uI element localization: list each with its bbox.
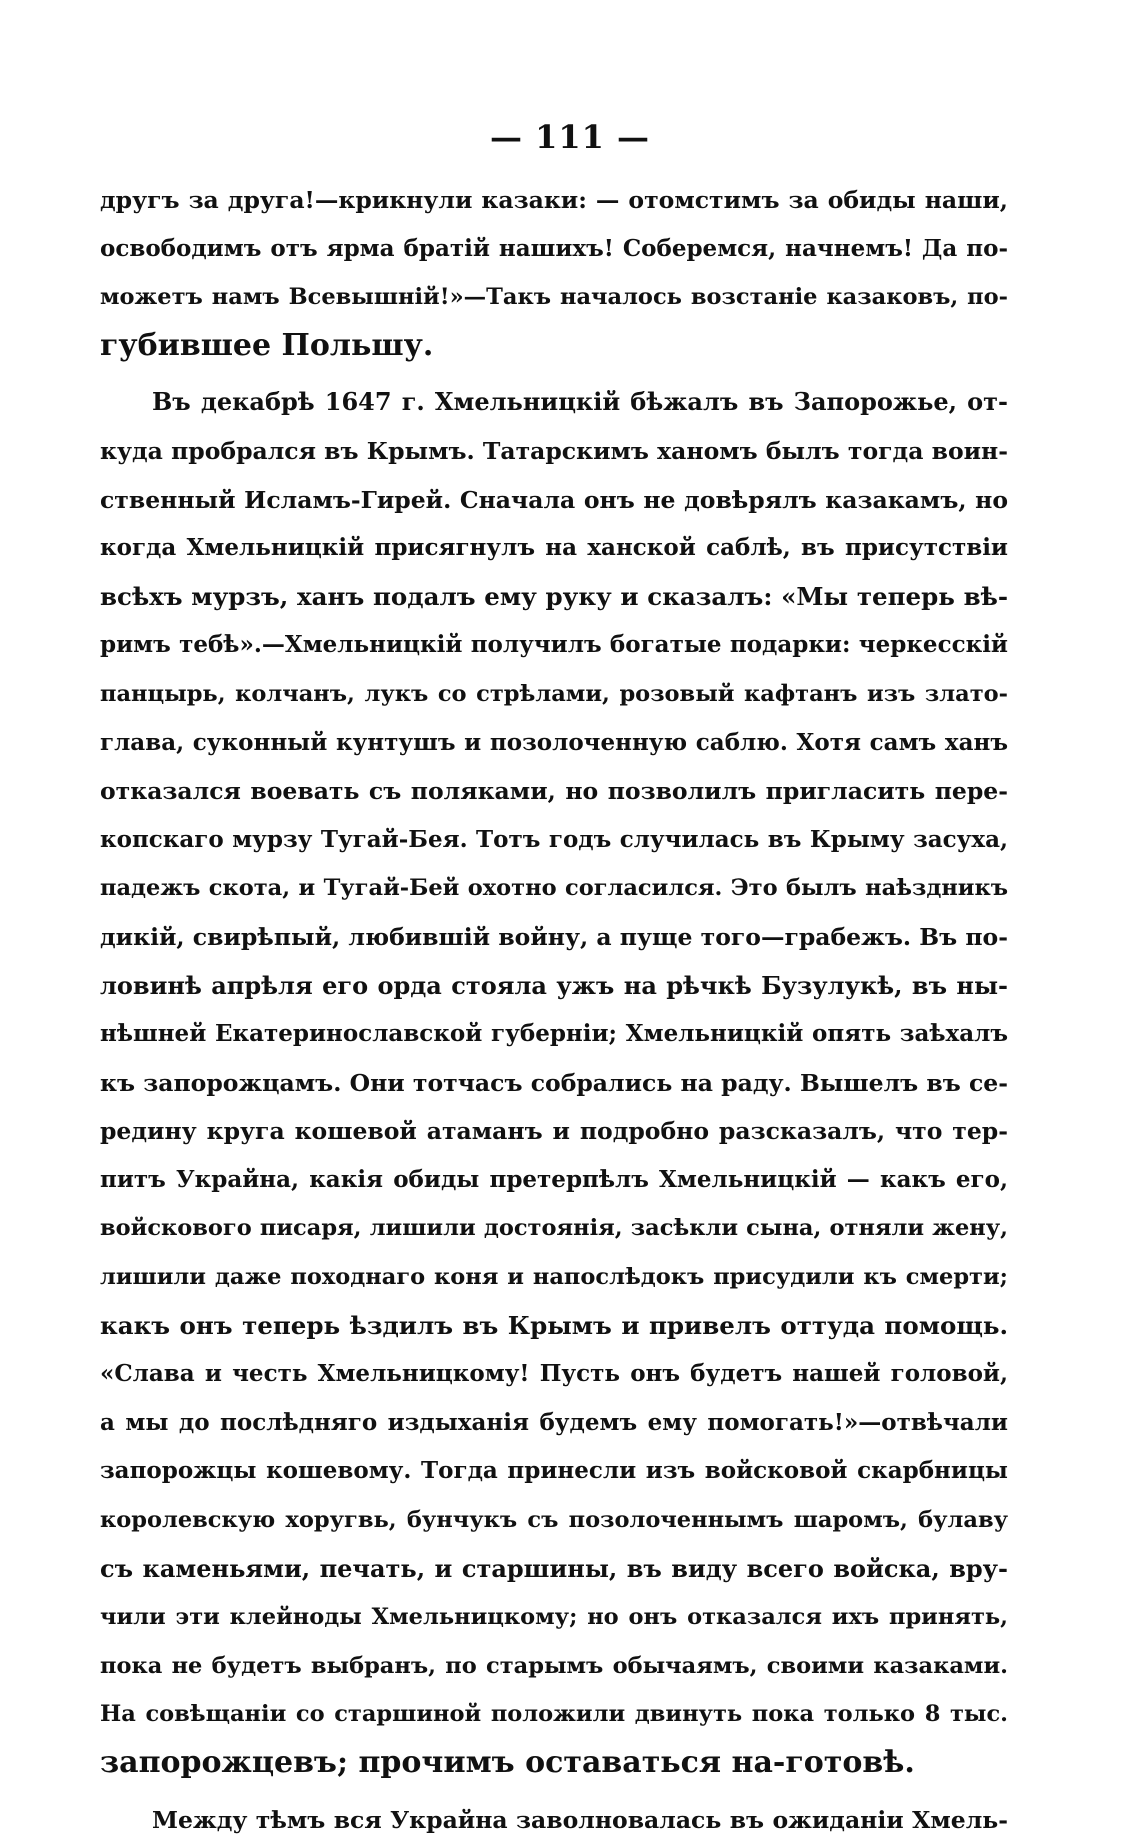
paragraph-3 <box>100 1796 1008 1844</box>
text-line: когда Хмельницкій присягнулъ на ханской саблѣ, въ присутствіи <box>100 534 1008 562</box>
text-line: падежъ скота, и Тугай-Бей охотно согласился. Это былъ наѣздникъ <box>100 875 1008 902</box>
text-line: запорожцевъ; прочимъ оставаться на-готовѣ. <box>100 1745 915 1780</box>
text-line: губившее Польшу. <box>100 327 434 363</box>
text-line: можетъ намъ Всевышній!»—Такъ началось возстаніе казаковъ, по- <box>100 284 1008 311</box>
text-line: лишили даже походнаго коня и напослѣдокъ присудили къ смерти; <box>100 1264 1008 1291</box>
body-text <box>100 176 1008 1844</box>
text-line: ственный Исламъ-Гирей. Сначала онъ не довѣрялъ казакамъ, но <box>100 485 1008 514</box>
text-line: римъ тебѣ».—Хмельницкій получилъ богатые подарки: черкесскій <box>100 631 1008 659</box>
text-line: питъ Украйна, какія обиды претерпѣлъ Хмельницкій — какъ его, <box>100 1165 1008 1193</box>
paragraph-1 <box>100 176 1008 370</box>
text-line: освободимъ отъ ярма братій нашихъ! Соберемся, начнемъ! Да по- <box>100 234 1008 262</box>
text-line: отказался воевать съ поляками, но позволилъ пригласить пере- <box>100 777 1008 806</box>
text-line: а мы до послѣдняго издыханія будемъ ему помогать!»—отвѣчали <box>100 1408 1008 1436</box>
text-line: панцырь, колчанъ, лукъ со стрѣлами, розовый кафтанъ изъ злато- <box>100 680 1008 707</box>
text-line: войскового писаря, лишили достоянія, засѣкли сына, отняли жену, <box>100 1215 1008 1242</box>
text-line: глава, суконный кунтушъ и позолоченную саблю. Хотя самъ ханъ <box>100 728 1008 756</box>
text-line: нѣшней Екатеринославской губерніи; Хмельницкій опять заѣхалъ <box>100 1020 1008 1048</box>
text-line: дикій, свирѣпый, любившій войну, а пуще того—грабежъ. Въ по- <box>100 922 1008 951</box>
text-line: пока не будетъ выбранъ, по старымъ обычаямъ, своими казаками. <box>100 1652 1008 1679</box>
text-line: «Слава и честь Хмельницкому! Пусть онъ будетъ нашей головой, <box>100 1360 1008 1388</box>
text-line: копскаго мурзу Тугай-Бея. Тотъ годъ случилась въ Крыму засуха, <box>100 825 1008 853</box>
text-line: другъ за друга!—крикнули казаки: — отомстимъ за обиды наши, <box>100 186 1008 214</box>
text-line: ловинѣ апрѣля его орда стояла ужъ на рѣчкѣ Бузулукѣ, въ ны- <box>100 970 1008 1000</box>
text-line: запорожцы кошевому. Тогда принесли изъ войсковой скарбницы <box>100 1457 1008 1485</box>
text-line: Въ декабрѣ 1647 г. Хмельницкій бѣжалъ въ Запорожье, от- <box>152 387 1008 417</box>
text-line: съ каменьями, печать, и старшины, въ виду всего войска, вру- <box>100 1553 1008 1583</box>
text-line: Между тѣмъ вся Украйна заволновалась въ ожиданіи Хмель- <box>152 1805 1008 1834</box>
page-number: — 111 — <box>489 118 651 156</box>
text-line: куда пробрался въ Крымъ. Татарскимъ ханомъ былъ тогда воин- <box>100 436 1008 465</box>
text-line: редину круга кошевой атаманъ и подробно разсказалъ, что тер- <box>100 1117 1008 1146</box>
text-line: всѣхъ мурзъ, ханъ подалъ ему руку и сказалъ: «Мы теперь вѣ- <box>100 581 1008 611</box>
text-line: чили эти клейноды Хмельницкому; но онъ отказался ихъ принять, <box>100 1604 1008 1631</box>
text-line: королевскую хоругвь, бунчукъ съ позолоченнымъ шаромъ, булаву <box>100 1507 1008 1534</box>
text-line: къ запорожцамъ. Они тотчасъ собрались на раду. Вышелъ въ се- <box>100 1068 1008 1097</box>
text-line: На совѣщаніи со старшиной положили двинуть пока только 8 тыс. <box>100 1701 1008 1728</box>
text-line: какъ онъ теперь ѣздилъ въ Крымъ и привелъ оттуда помощь. <box>100 1310 1008 1340</box>
paragraph-2 <box>100 378 1008 1787</box>
